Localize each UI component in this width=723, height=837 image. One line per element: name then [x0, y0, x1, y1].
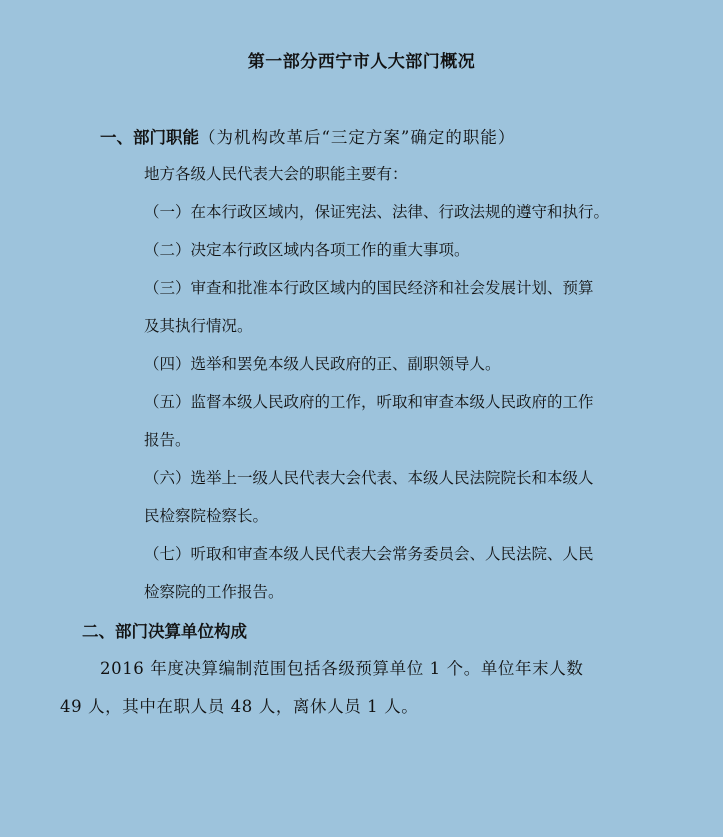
function-item-5: （五）监督本级人民政府的工作，听取和审查本级人民政府的工作 — [144, 393, 594, 411]
function-item-6: （六）选举上一级人民代表大会代表、本级人民法院院长和本级人 — [144, 469, 594, 487]
function-item-3-cont: 及其执行情况。 — [144, 317, 253, 335]
summary-line-2: 49 人，其中在职人员 48 人，离休人员 1 人。 — [60, 697, 419, 716]
section-2-heading: 二、部门决算单位构成 — [82, 622, 247, 641]
function-item-7: （七）听取和审查本级人民代表大会常务委员会、人民法院、人民 — [144, 545, 594, 563]
function-item-2: （二）决定本行政区域内各项工作的重大事项。 — [144, 241, 470, 259]
section-1-note: （为机构改革后“三定方案”确定的职能） — [199, 128, 516, 147]
function-item-6-cont: 民检察院检察长。 — [144, 507, 269, 525]
function-item-5-cont: 报告。 — [144, 431, 191, 449]
function-item-4: （四）选举和罢免本级人民政府的正、副职领导人。 — [144, 355, 501, 373]
function-item-1: （一）在本行政区域内，保证宪法、法律、行政法规的遵守和执行。 — [144, 203, 610, 221]
intro-text: 地方各级人民代表大会的职能主要有： — [144, 165, 408, 183]
page-title: 第一部分西宁市人大部门概况 — [247, 52, 476, 72]
summary-line-1: 2016 年度决算编制范围包括各级预算单位 1 个。单位年末人数 — [100, 659, 584, 678]
function-item-3: （三）审查和批准本行政区域内的国民经济和社会发展计划、预算 — [144, 279, 594, 297]
function-item-7-cont: 检察院的工作报告。 — [144, 583, 284, 601]
section-1-title: 一、部门职能 — [100, 128, 199, 147]
section-1-heading — [100, 124, 515, 148]
